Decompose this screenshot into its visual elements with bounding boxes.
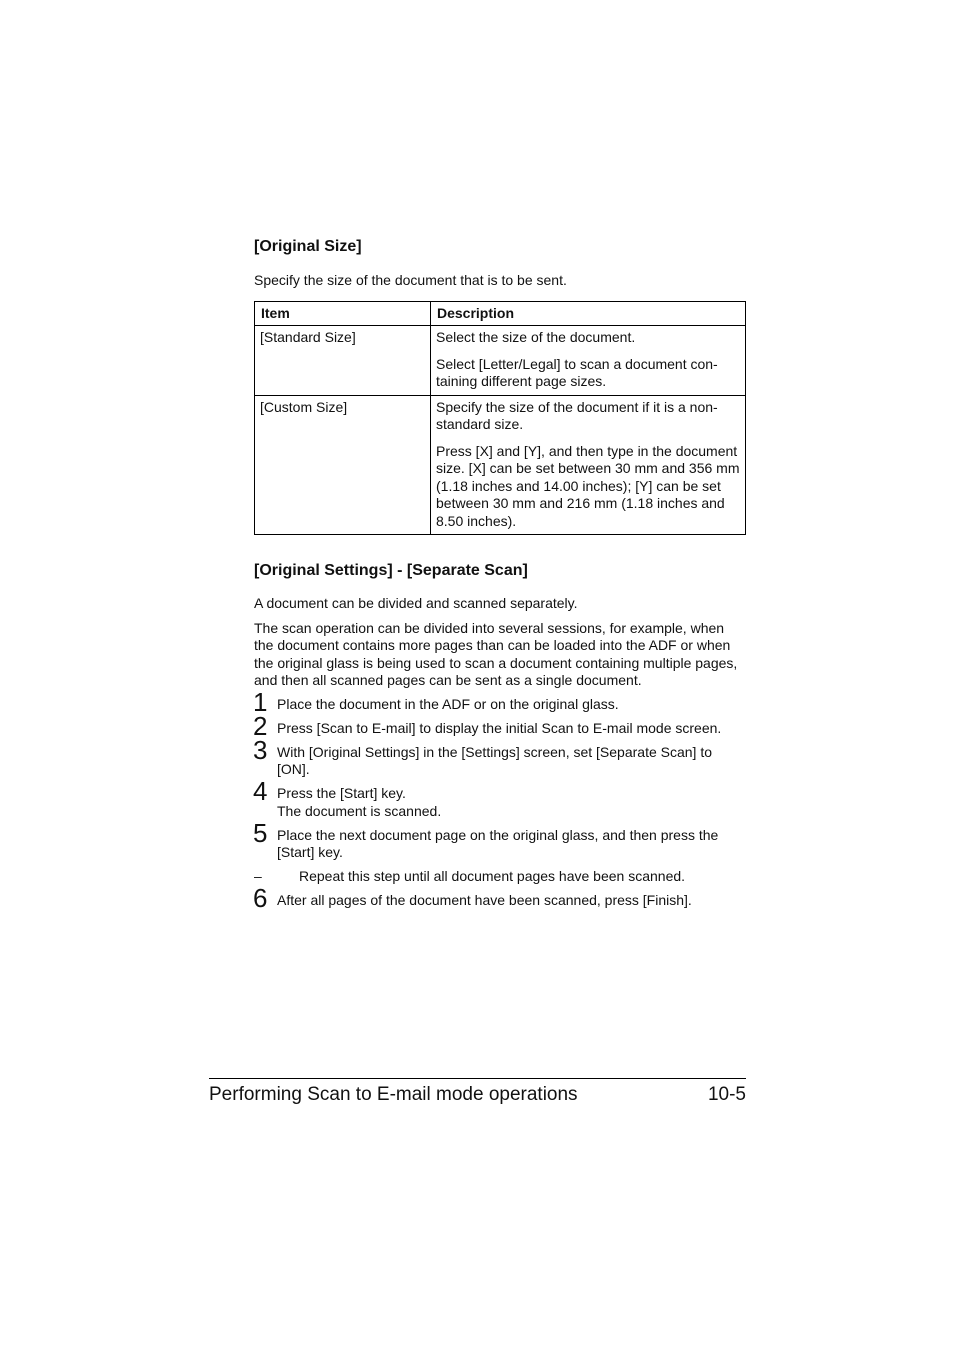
column-header-item: Item xyxy=(255,301,431,326)
step-number: 2 xyxy=(253,710,268,741)
step-list xyxy=(253,686,746,862)
step-item xyxy=(253,734,746,779)
section-intro: Specify the size of the document that is to be sent. xyxy=(254,272,567,288)
page-footer xyxy=(209,1078,746,1105)
page-number: 10-5 xyxy=(707,1084,746,1105)
table-cell-item: [Custom Size] xyxy=(255,395,431,535)
step-number: 3 xyxy=(253,734,268,765)
step-item xyxy=(253,883,746,913)
step-result: The document is scanned. xyxy=(277,802,442,819)
column-header-description: Description xyxy=(431,301,746,326)
step-item xyxy=(253,776,746,820)
step-text: Press [Scan to E-mail] to display the initial Scan to E-mail mode screen. xyxy=(277,719,722,736)
step-item xyxy=(253,686,746,717)
step-text: Place the document in the ADF or on the original glass. xyxy=(277,695,619,712)
table-header-row xyxy=(255,301,746,326)
description-paragraph: Specify the size of the document if it is a non-standard size. xyxy=(436,398,718,432)
step-text: With [Original Settings] in the [Settings] screen, set [Separate Scan] to [ON]. xyxy=(277,743,712,777)
step-number: 4 xyxy=(253,776,268,806)
table-cell-item: [Standard Size] xyxy=(255,326,431,396)
step-sub-text: Repeat this step until all document pages have been scanned. xyxy=(299,868,686,884)
description-paragraph: Select [Letter/Legal] to scan a document con-taining different page sizes. xyxy=(436,355,718,389)
step-text: After all pages of the document have been scanned, press [Finish]. xyxy=(277,892,692,908)
table-row xyxy=(255,395,746,535)
section-heading-separate-scan: [Original Settings] - [Separate Scan] xyxy=(254,562,528,579)
step-item xyxy=(253,817,746,862)
step-item xyxy=(253,710,746,741)
section-paragraph: The scan operation can be divided into several sessions, for example, when the document contains more pages than can be loaded into the ADF or when the original glass is being used to scan a document containing multiple pages, and then all scanned pages can be sent as a single document. xyxy=(254,619,738,688)
description-paragraph: Select the size of the document. xyxy=(436,329,636,345)
page-content xyxy=(253,236,746,913)
step-sub-item xyxy=(254,868,746,886)
table-cell-description xyxy=(431,395,746,535)
step-number: 6 xyxy=(253,883,268,913)
step-text: Place the next document page on the original glass, and then press the [Start] key. xyxy=(277,826,719,860)
original-size-table xyxy=(254,301,746,536)
section-paragraph: A document can be divided and scanned separately. xyxy=(254,595,578,611)
table-row xyxy=(255,326,746,396)
step-list-continued xyxy=(253,883,746,913)
footer-title: Performing Scan to E-mail mode operations xyxy=(209,1084,578,1105)
step-number: 1 xyxy=(253,686,268,717)
dash-bullet: – xyxy=(254,868,262,884)
section-heading-original-size: [Original Size] xyxy=(254,238,362,255)
description-paragraph: Press [X] and [Y], and then type in the document size. [X] can be set between 30 mm and 356 mm (1.18 inches and 14.00 inches); [Y] can be set between 30 mm and 216 mm (1.18 inches and 8.50 inches). xyxy=(436,442,740,529)
table-cell-description xyxy=(431,326,746,396)
step-number: 5 xyxy=(253,817,268,848)
step-text: Press the [Start] key. xyxy=(277,785,406,801)
